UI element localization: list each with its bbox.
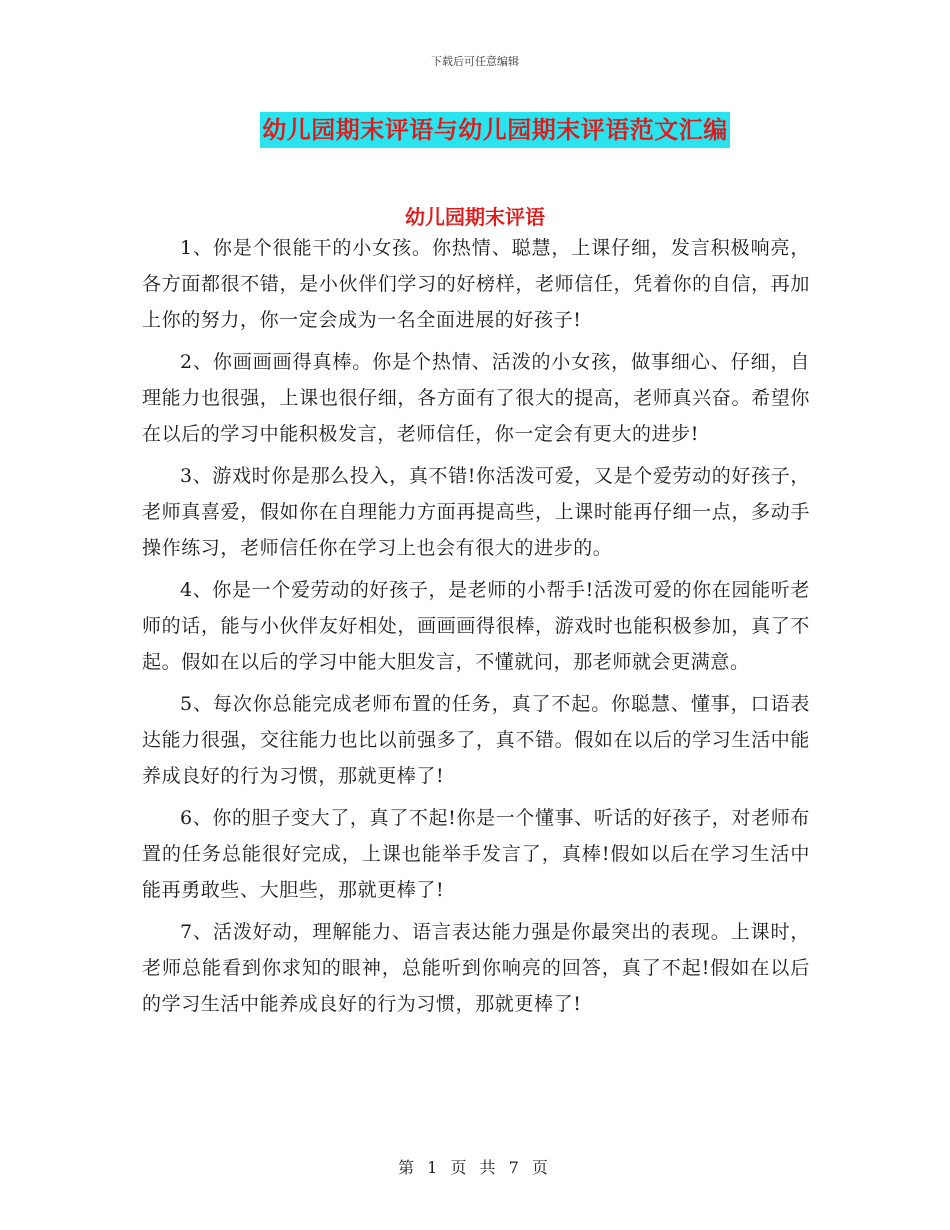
paragraph-5: 5、每次你总能完成老师布置的任务，真了不起。你聪慧、懂事，口语表达能力很强，交往能力也比以前强多了，真不错。假如在以后的学习生活中能养成良好的行为习惯，那就更棒了! [142, 693, 810, 787]
paragraph-3: 3、游戏时你是那么投入，真不错!你活泼可爱，又是个爱劳动的好孩子，老师真喜爱，假如你在自理能力方面再提高些，上课时能再仔细一点，多动手操作练习，老师信任你在学习上也会有很大的进步的。 [142, 465, 810, 559]
header-note: 下载后可任意编辑 [431, 55, 519, 68]
main-title-container [0, 112, 950, 148]
paragraph-2: 2、你画画画得真棒。你是个热情、活泼的小女孩，做事细心、仔细，自理能力也很强，上课也很仔细，各方面有了很大的提高，老师真兴奋。希望你在以后的学习中能积极发言，老师信任，你一定会有更大的进步! [142, 351, 810, 445]
paragraph-7: 7、活泼好动，理解能力、语言表达能力强是你最突出的表现。上课时，老师总能看到你求知的眼神，总能听到你响亮的回答，真了不起!假如在以后的学习生活中能养成良好的行为习惯，那就更棒了! [142, 921, 810, 1015]
paragraph-6: 6、你的胆子变大了，真了不起!你是一个懂事、听话的好孩子，对老师布置的任务总能很好完成，上课也能举手发言了，真棒!假如以后在学习生活中能再勇敢些、大胆些，那就更棒了! [142, 807, 810, 901]
paragraph-1: 1、你是个很能干的小女孩。你热情、聪慧，上课仔细，发言积极响亮，各方面都很不错，是小伙伴们学习的好榜样，老师信任，凭着你的自信，再加上你的努力，你一定会成为一名全面进展的好孩子! [142, 237, 810, 331]
paragraph-4: 4、你是一个爱劳动的好孩子，是老师的小帮手!活泼可爱的你在园能听老师的话，能与小伙伴友好相处，画画画得很棒，游戏时也能积极参加，真了不起。假如在以后的学习中能大胆发言，不懂就问，那老师就会更满意。 [142, 579, 810, 673]
section-title: 幼儿园期末评语 [405, 205, 545, 229]
document-body [142, 230, 810, 1028]
main-title: 幼儿园期末评语与幼儿园期末评语范文汇编 [260, 112, 730, 148]
page-number-footer: 第 1 页 共 7 页 [398, 1158, 552, 1177]
